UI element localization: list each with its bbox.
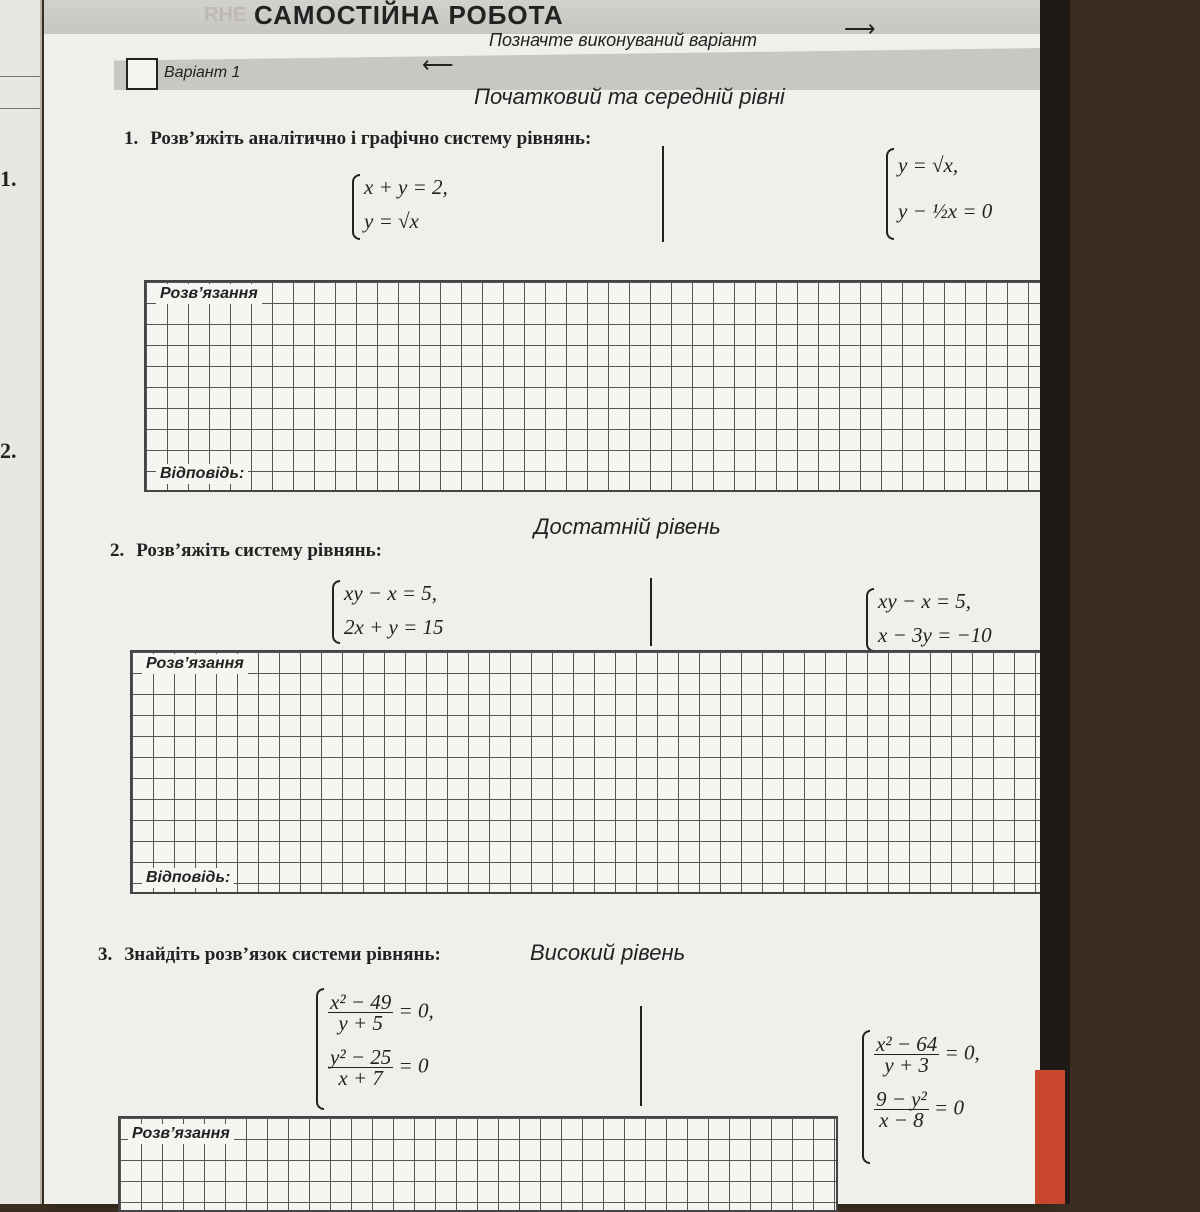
variant-label: Варіант 1 bbox=[164, 64, 241, 81]
system-brace bbox=[352, 174, 360, 240]
solution-label: Розв’язання bbox=[142, 654, 248, 674]
task-text: Розв’яжіть аналітично і графічно систему рівнянь: bbox=[150, 128, 592, 149]
fraction-equation bbox=[328, 1047, 434, 1088]
equation-rhs: = 0, bbox=[398, 998, 434, 1023]
level-initial: Початковий та середній рівні bbox=[474, 84, 785, 109]
page-rule bbox=[0, 108, 40, 109]
answer-label: Відповідь: bbox=[156, 464, 248, 484]
numerator: y² − 25 bbox=[330, 1045, 392, 1069]
book-spine bbox=[1040, 0, 1070, 1204]
system-brace bbox=[316, 988, 324, 1110]
equation-rhs: = 0 bbox=[934, 1095, 964, 1120]
level-high: Високий рівень bbox=[530, 940, 686, 965]
solution-label: Розв’язання bbox=[128, 1124, 234, 1144]
fraction bbox=[328, 992, 393, 1033]
system-brace bbox=[886, 148, 894, 240]
task-1-left-system bbox=[364, 170, 448, 238]
equation-rhs: = 0, bbox=[944, 1040, 980, 1065]
denominator: x − 8 bbox=[879, 1108, 924, 1132]
task-1-question bbox=[124, 128, 591, 150]
task-text: Розв’яжіть систему рівнянь: bbox=[136, 540, 382, 561]
arrow-right-icon: ⟶ bbox=[844, 16, 876, 41]
task-text: Знайдіть розв’язок системи рівнянь: bbox=[124, 944, 441, 965]
red-book-corner bbox=[1035, 1070, 1065, 1204]
header-bg-word: RHE bbox=[204, 4, 247, 26]
equation: xy − x = 5, bbox=[878, 589, 972, 613]
variant-divider bbox=[640, 1006, 642, 1106]
equation: y = √x bbox=[364, 209, 419, 233]
task-1-right-system bbox=[898, 148, 992, 228]
denominator: y + 5 bbox=[338, 1011, 383, 1035]
task-2-question bbox=[110, 540, 382, 562]
equation: x − 3y = −10 bbox=[878, 623, 992, 647]
system-brace bbox=[866, 588, 874, 652]
left-page-number: 1. bbox=[0, 166, 17, 191]
task-3-right-system bbox=[874, 1034, 980, 1130]
left-page-number: 2. bbox=[0, 438, 17, 463]
numerator: x² − 64 bbox=[876, 1032, 938, 1056]
equation: x + y = 2, bbox=[364, 175, 448, 199]
worksheet-page bbox=[44, 0, 1044, 1204]
page-rule bbox=[0, 76, 40, 77]
equation: y − ½x = 0 bbox=[898, 199, 993, 223]
denominator: x + 7 bbox=[338, 1066, 383, 1090]
numerator: 9 − y² bbox=[876, 1087, 927, 1111]
task-3-left-system bbox=[328, 992, 434, 1088]
variant-divider bbox=[650, 578, 652, 646]
fraction-equation bbox=[328, 992, 434, 1033]
task-1-solution-grid[interactable] bbox=[144, 280, 1044, 492]
system-brace bbox=[862, 1030, 870, 1164]
variant-divider bbox=[662, 146, 664, 242]
equation: 2x + y = 15 bbox=[344, 615, 444, 639]
fraction bbox=[874, 1089, 929, 1130]
numerator: x² − 49 bbox=[330, 990, 392, 1014]
fraction bbox=[874, 1034, 939, 1075]
equation-rhs: = 0 bbox=[398, 1053, 429, 1078]
task-2-left-system bbox=[344, 576, 443, 644]
task-number: 1. bbox=[124, 128, 139, 149]
page-title: САМОСТІЙНА РОБОТА bbox=[254, 0, 564, 30]
task-2-right-system bbox=[878, 584, 992, 652]
task-3-question bbox=[98, 944, 441, 966]
fraction-equation bbox=[874, 1089, 980, 1130]
denominator: y + 3 bbox=[884, 1053, 929, 1077]
adjacent-page bbox=[0, 0, 42, 1204]
mark-variant-label: Позначте виконуваний варіант bbox=[489, 30, 757, 50]
task-2-solution-grid[interactable] bbox=[130, 650, 1044, 894]
equation: y = √x, bbox=[898, 153, 959, 177]
equation: xy − x = 5, bbox=[344, 581, 438, 605]
answer-label: Відповідь: bbox=[142, 868, 234, 888]
level-sufficient: Достатній рівень bbox=[534, 514, 721, 539]
solution-label: Розв’язання bbox=[156, 284, 262, 304]
variant-checkbox[interactable] bbox=[126, 58, 158, 90]
system-brace bbox=[332, 580, 340, 644]
arrow-left-icon: ⟵ bbox=[422, 52, 454, 77]
fraction-equation bbox=[874, 1034, 980, 1075]
task-number: 3. bbox=[98, 944, 113, 965]
task-number: 2. bbox=[110, 540, 125, 561]
fraction bbox=[328, 1047, 393, 1088]
